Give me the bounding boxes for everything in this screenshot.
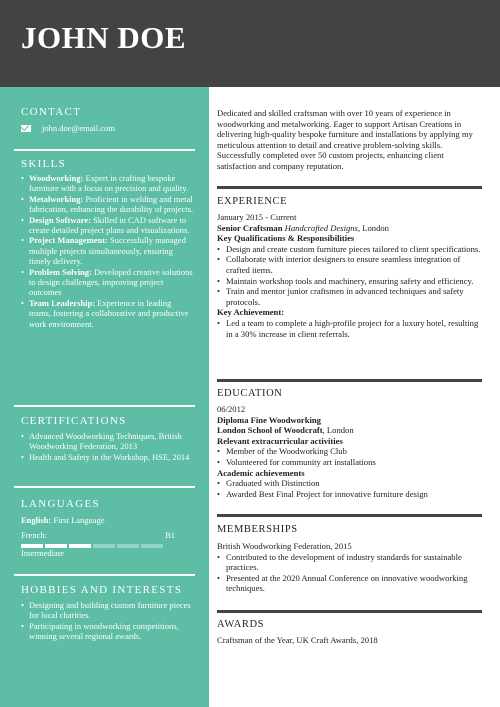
experience-entry	[217, 212, 482, 339]
envelope-icon	[21, 125, 31, 132]
award-item: Craftsman of the Year, UK Craft Awards, 2018	[217, 635, 378, 645]
hobby-item: • Designing and building custom furniture pieces for local charities.	[29, 600, 195, 621]
education-school-line: London School of Woodcraft, London	[217, 425, 354, 436]
hobbies-heading: HOBBIES AND INTERESTS	[21, 584, 183, 596]
achievement-heading: Key Achievement:	[217, 307, 285, 318]
language-second-level: Intermediate	[21, 548, 64, 558]
contact-heading: CONTACT	[21, 106, 82, 118]
responsibility-item: • Maintain workshop tools and machinery, ensuring safety and efficiency.	[226, 276, 482, 287]
responsibility-item: • Collaborate with interior designers to ensure seamless integration of crafted items.	[226, 254, 482, 275]
candidate-name: JOHN DOE	[21, 20, 187, 55]
sidebar-divider	[14, 574, 195, 576]
academic-heading: Academic achievements	[217, 467, 305, 478]
skill-item: • Problem Solving: Developed creative solutions to design challenges, improving project outcomes	[29, 267, 195, 298]
memberships-entry	[217, 541, 482, 594]
section-divider	[217, 610, 482, 613]
certifications-list	[21, 431, 195, 462]
section-divider	[217, 186, 482, 189]
memberships-heading: MEMBERSHIPS	[217, 524, 298, 535]
language-second-code: B1	[165, 530, 175, 540]
resume-header	[0, 0, 500, 87]
education-heading: EDUCATION	[217, 388, 283, 399]
skills-list	[21, 173, 195, 329]
hobbies-list	[21, 600, 195, 642]
sidebar-divider	[14, 486, 195, 488]
hobby-item: • Participating in woodworking competitions, winning several regional awards.	[29, 621, 195, 642]
extracurricular-heading: Relevant extracurricular activities	[217, 435, 343, 446]
section-divider	[217, 379, 482, 382]
extracurricular-item: • Member of the Woodworking Club	[226, 446, 482, 457]
membership-org: British Woodworking Federation, 2015	[217, 541, 352, 551]
skill-item: • Woodworking: Expert in crafting bespoke furniture with a focus on precision and quality.	[29, 173, 195, 194]
skill-item: • Project Management: Successfully managed multiple projects simultaneously, ensuring timely delivery.	[29, 235, 195, 266]
contact-email[interactable]: john.doe@email.com	[42, 123, 115, 133]
skills-heading: SKILLS	[21, 158, 67, 170]
education-date: 06/2012	[217, 404, 246, 414]
language-second	[21, 530, 175, 540]
skill-item: • Team Leadership: Experience in leading teams, fostering a collaborative and productive work environment.	[29, 298, 195, 329]
extracurricular-item: • Volunteered for community art installations	[226, 457, 482, 468]
certification-item: • Advanced Woodworking Techniques, British Woodworking Federation, 2013	[29, 431, 195, 452]
experience-role-line: Senior Craftsman Handcrafted Designs, London	[217, 222, 389, 233]
responsibility-item: • Train and mentor junior craftsmen in advanced techniques and safety protocols.	[226, 286, 482, 307]
membership-item: • Presented at the 2020 Annual Conference on innovative woodworking techniques.	[226, 573, 482, 594]
skill-item: • Metalworking: Proficient in welding and metal fabrication, enhancing the durability of projects.	[29, 194, 195, 215]
achievement-item: • Led a team to complete a high-profile project for a luxury hotel, resulting in a 30% increase in client referrals.	[226, 318, 482, 339]
language-second-label: French:	[21, 530, 47, 540]
certification-item: • Health and Safety in the Workshop, HSE, 2014	[29, 452, 195, 462]
academic-item: • Awarded Best Final Project for innovative furniture design	[226, 489, 482, 500]
profile-summary: Dedicated and skilled craftsman with over 10 years of experience in woodworking and metalworking. Eager to support Artisan Creations in delivering high-quality bespoke furniture and installations by applying my meticulous attention to detail and creative problem-solving skills. Successfully completed over 50 custom projects, enhancing client satisfaction and company reputation.	[217, 108, 473, 171]
education-entry	[217, 404, 482, 499]
academic-item: • Graduated with Distinction	[226, 478, 482, 489]
sidebar-divider	[14, 149, 195, 151]
experience-dates: January 2015 - Current	[217, 212, 297, 222]
section-divider	[217, 514, 482, 517]
responsibilities-heading: Key Qualifications & Responsibilities	[217, 233, 355, 244]
skill-item: • Design Software: Skilled in CAD software to create detailed project plans and visualizations.	[29, 215, 195, 236]
contact-email-row	[21, 123, 195, 133]
language-first: English: First Language	[21, 515, 105, 525]
awards-heading: AWARDS	[217, 619, 265, 630]
responsibility-item: • Design and create custom furniture pieces tailored to client specifications.	[226, 244, 482, 255]
experience-heading: EXPERIENCE	[217, 196, 288, 207]
membership-item: • Contributed to the development of industry standards for sustainable practices.	[226, 552, 482, 573]
certifications-heading: CERTIFICATIONS	[21, 415, 127, 427]
sidebar-divider	[14, 405, 195, 407]
languages-heading: LANGUAGES	[21, 498, 100, 510]
education-degree: Diploma Fine Woodworking	[217, 414, 321, 425]
